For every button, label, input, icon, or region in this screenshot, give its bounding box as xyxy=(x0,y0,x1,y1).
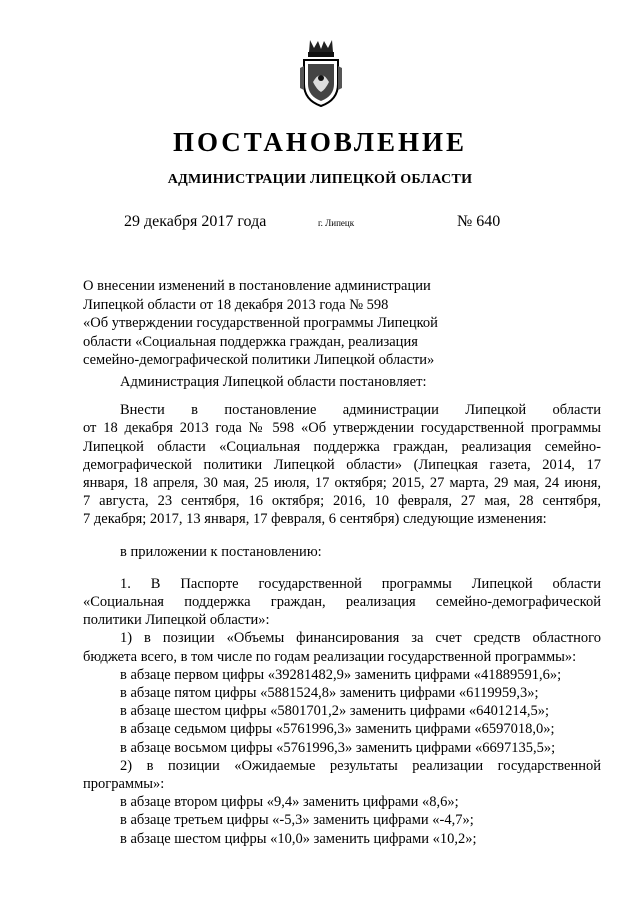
change-line: в абзаце втором цифры «9,4» заменить цифрами «8,6»; xyxy=(120,794,459,811)
coat-of-arms-icon xyxy=(298,38,344,108)
preamble: Администрация Липецкой области постановляет: xyxy=(120,374,427,390)
subitem-1-line: бюджета всего, в том числе по годам реализации государственной программы»: xyxy=(83,648,577,665)
change-line: в абзаце пятом цифры «5881524,8» заменить цифрами «6119959,3»; xyxy=(120,685,539,702)
change-line: в абзаце третьем цифры «-5,3» заменить цифрами «-4,7»; xyxy=(120,812,474,829)
change-line: в абзаце первом цифры «39281482,9» заменить цифрами «41889591,6»; xyxy=(120,666,562,683)
item-1-line: политики Липецкой области»: xyxy=(83,612,270,629)
intro-line: от 18 декабря 2013 года № 598 «Об утверждении государственной программы xyxy=(83,420,601,437)
subject-line: области «Социальная поддержка граждан, реализация xyxy=(83,333,418,350)
document-issuer: АДМИНИСТРАЦИИ ЛИПЕЦКОЙ ОБЛАСТИ xyxy=(167,172,473,187)
subject-line: О внесении изменений в постановление администрации xyxy=(83,278,431,294)
intro-line: 7 декабря; 2017, 13 января, 17 февраля, 6 сентября) следующие изменения: xyxy=(83,511,547,528)
document-title: ПОСТАНОВЛЕНИЕ xyxy=(172,127,468,157)
item-1 xyxy=(83,575,601,630)
intro-line: Внести в постановление администрации Липецкой области xyxy=(120,402,601,419)
intro-line: 7 августа, 23 сентября, 16 октября; 2016, 10 февраля, 27 мая, 28 сентября, xyxy=(83,493,601,510)
subitem-2-line: 2) в позиции «Ожидаемые результаты реализации государственной xyxy=(120,757,601,774)
document-city: г. Липецк xyxy=(318,218,355,228)
intro-line: Липецкой области «Социальная поддержка граждан, реализация семейно- xyxy=(83,438,601,455)
item-1-line: «Социальная поддержка граждан, реализация семейно-демографической xyxy=(83,594,601,611)
change-line: в абзаце шестом цифры «10,0» заменить цифрами «10,2»; xyxy=(120,830,477,847)
subitem-1-line: 1) в позиции «Объемы финансирования за счет средств областного xyxy=(120,630,601,647)
subitem-2 xyxy=(83,757,601,848)
subject-line: Липецкой области от 18 декабря 2013 года № 598 xyxy=(83,296,389,313)
document-number: № 640 xyxy=(457,213,501,230)
change-line: в абзаце седьмом цифры «5761996,3» заменить цифрами «6597018,0»; xyxy=(120,721,555,738)
subitem-2-line: программы»: xyxy=(83,776,165,793)
intro-paragraph xyxy=(83,401,601,528)
document-subject xyxy=(83,277,438,370)
intro-line: демографической политики Липецкой области» (Липецкая газета, 2014, 17 xyxy=(83,456,601,473)
intro-line: января, 18 апреля, 30 мая, 25 июля, 17 октября; 2015, 27 марта, 29 мая, 24 июня, xyxy=(83,475,601,492)
subject-line: семейно-демографической политики Липецкой области» xyxy=(83,352,435,369)
subject-line: «Об утверждении государственной программы Липецкой xyxy=(83,315,438,332)
appendix-line: в приложении к постановлению: xyxy=(120,543,322,560)
change-line: в абзаце восьмом цифры «5761996,3» заменить цифрами «6697135,5»; xyxy=(120,739,556,756)
change-line: в абзаце шестом цифры «5801701,2» заменить цифрами «6401214,5»; xyxy=(120,703,550,720)
document-body xyxy=(83,373,601,848)
document-date: 29 декабря 2017 года xyxy=(124,213,267,230)
subitem-1 xyxy=(83,629,601,756)
item-1-line: 1. В Паспорте государственной программы Липецкой области xyxy=(120,575,601,592)
